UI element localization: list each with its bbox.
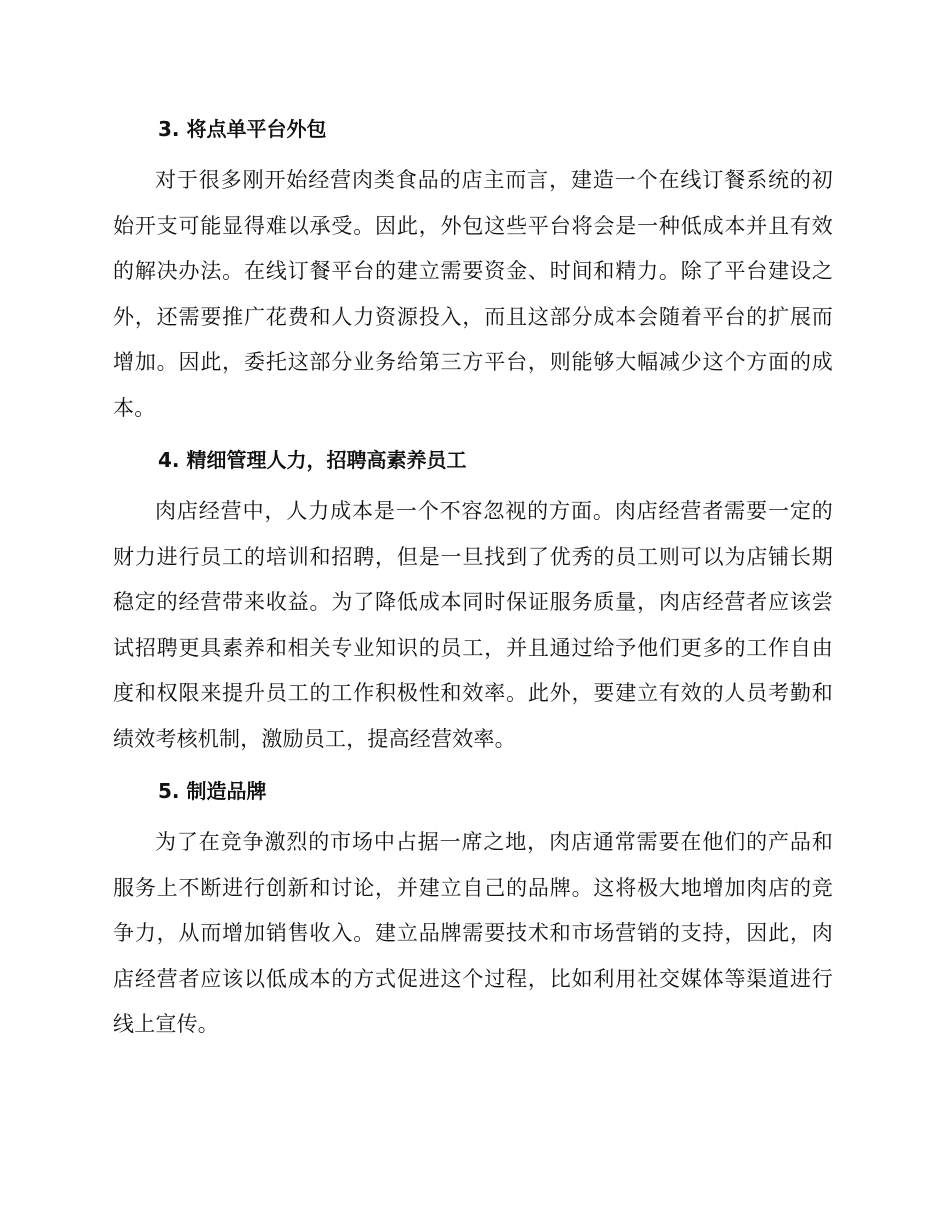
section-heading: 4. 精细管理人力，招聘高素养员工 <box>158 448 467 472</box>
section-heading: 5. 制造品牌 <box>158 779 267 803</box>
section-outsource-ordering-platform <box>113 111 833 431</box>
section-paragraph: 肉店经营中，人力成本是一个不容忽视的方面。肉店经营者需要一定的财力进行员工的培训和招聘，但是一旦找到了优秀的员工则可以为店铺长期稳定的经营带来收益。为了降低成本同时保证服务质量，肉店经营者应该尝试招聘更具素养和相关专业知识的员工，并且通过给予他们更多的工作自由度和权限来提升员工的工作积极性和效率。此外，要建立有效的人员考勤和绩效考核机制，激励员工，提高经营效率。 <box>113 499 833 751</box>
section-build-brand <box>113 773 833 1048</box>
document-content <box>113 111 833 1059</box>
section-manage-staff <box>113 442 833 762</box>
section-heading: 3. 将点单平台外包 <box>158 117 327 141</box>
section-paragraph: 为了在竞争激烈的市场中占据一席之地，肉店通常需要在他们的产品和服务上不断进行创新和讨论，并建立自己的品牌。这将极大地增加肉店的竞争力，从而增加销售收入。建立品牌需要技术和市场营销的支持，因此，肉店经营者应该以低成本的方式促进这个过程，比如利用社交媒体等渠道进行线上宣传。 <box>113 830 833 1036</box>
section-paragraph: 对于很多刚开始经营肉类食品的店主而言，建造一个在线订餐系统的初始开支可能显得难以承受。因此，外包这些平台将会是一种低成本并且有效的解决办法。在线订餐平台的建立需要资金、时间和精力。除了平台建设之外，还需要推广花费和人力资源投入，而且这部分成本会随着平台的扩展而增加。因此，委托这部分业务给第三方平台，则能够大幅减少这个方面的成本。 <box>113 168 833 420</box>
